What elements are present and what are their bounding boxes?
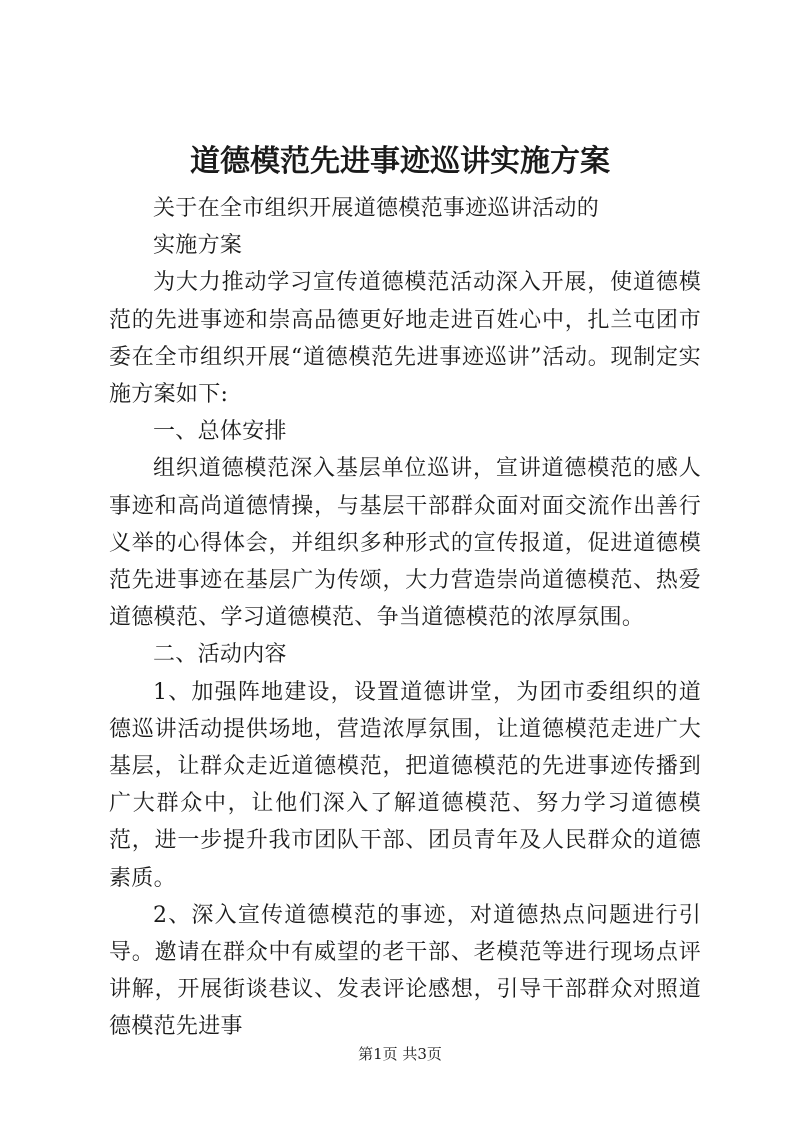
document-body xyxy=(109,190,701,1046)
paragraph-subtitle-line-1: 关于在全市组织开展道德模范事迹巡讲活动的 xyxy=(153,196,600,221)
paragraph-subtitle-line-2: 实施方案 xyxy=(153,233,243,259)
section-heading-overall: 一、总体安排 xyxy=(153,419,287,445)
paragraph-intro: 为大力推动学习宣传道德模范活动深入开展，使道德模范的先进事迹和崇高品德更好地走进百姓心中，扎兰屯团市委在全市组织开展“道德模范先进事迹巡讲”活动。现制定实施方案如下: xyxy=(109,270,701,408)
document-title: 道德模范先进事迹巡讲实施方案 xyxy=(190,144,610,179)
paragraph-activity-2: 2、深入宣传道德模范的事迹，对道德热点问题进行引导。邀请在群众中有威望的老干部、老模范等进行现场点评讲解，开展街谈巷议、发表评论感想，引导干部群众对照道德模范先进事 xyxy=(109,902,701,1040)
paragraph-overall-arrangement: 组织道德模范深入基层单位巡讲，宣讲道德模范的感人事迹和高尚道德情操，与基层干部群众面对面交流作出善行义举的心得体会，并组织多种形式的宣传报道，促进道德模范先进事迹在基层广为传颂，大力营造崇尚道德模范、热爱道德模范、学习道德模范、争当道德模范的浓厚氛围。 xyxy=(109,456,701,631)
section-heading-activities: 二、活动内容 xyxy=(153,642,287,668)
page-footer: 第1页 共3页 xyxy=(358,1045,442,1063)
paragraph-activity-1: 1、加强阵地建设，设置道德讲堂，为团市委组织的道德巡讲活动提供场地，营造浓厚氛围，让道德模范走进广大基层，让群众走近道德模范，把道德模范的先进事迹传播到广大群众中，让他们深入了解道德模范、努力学习道德模范，进一步提升我市团队干部、团员青年及人民群众的道德素质。 xyxy=(109,679,701,891)
